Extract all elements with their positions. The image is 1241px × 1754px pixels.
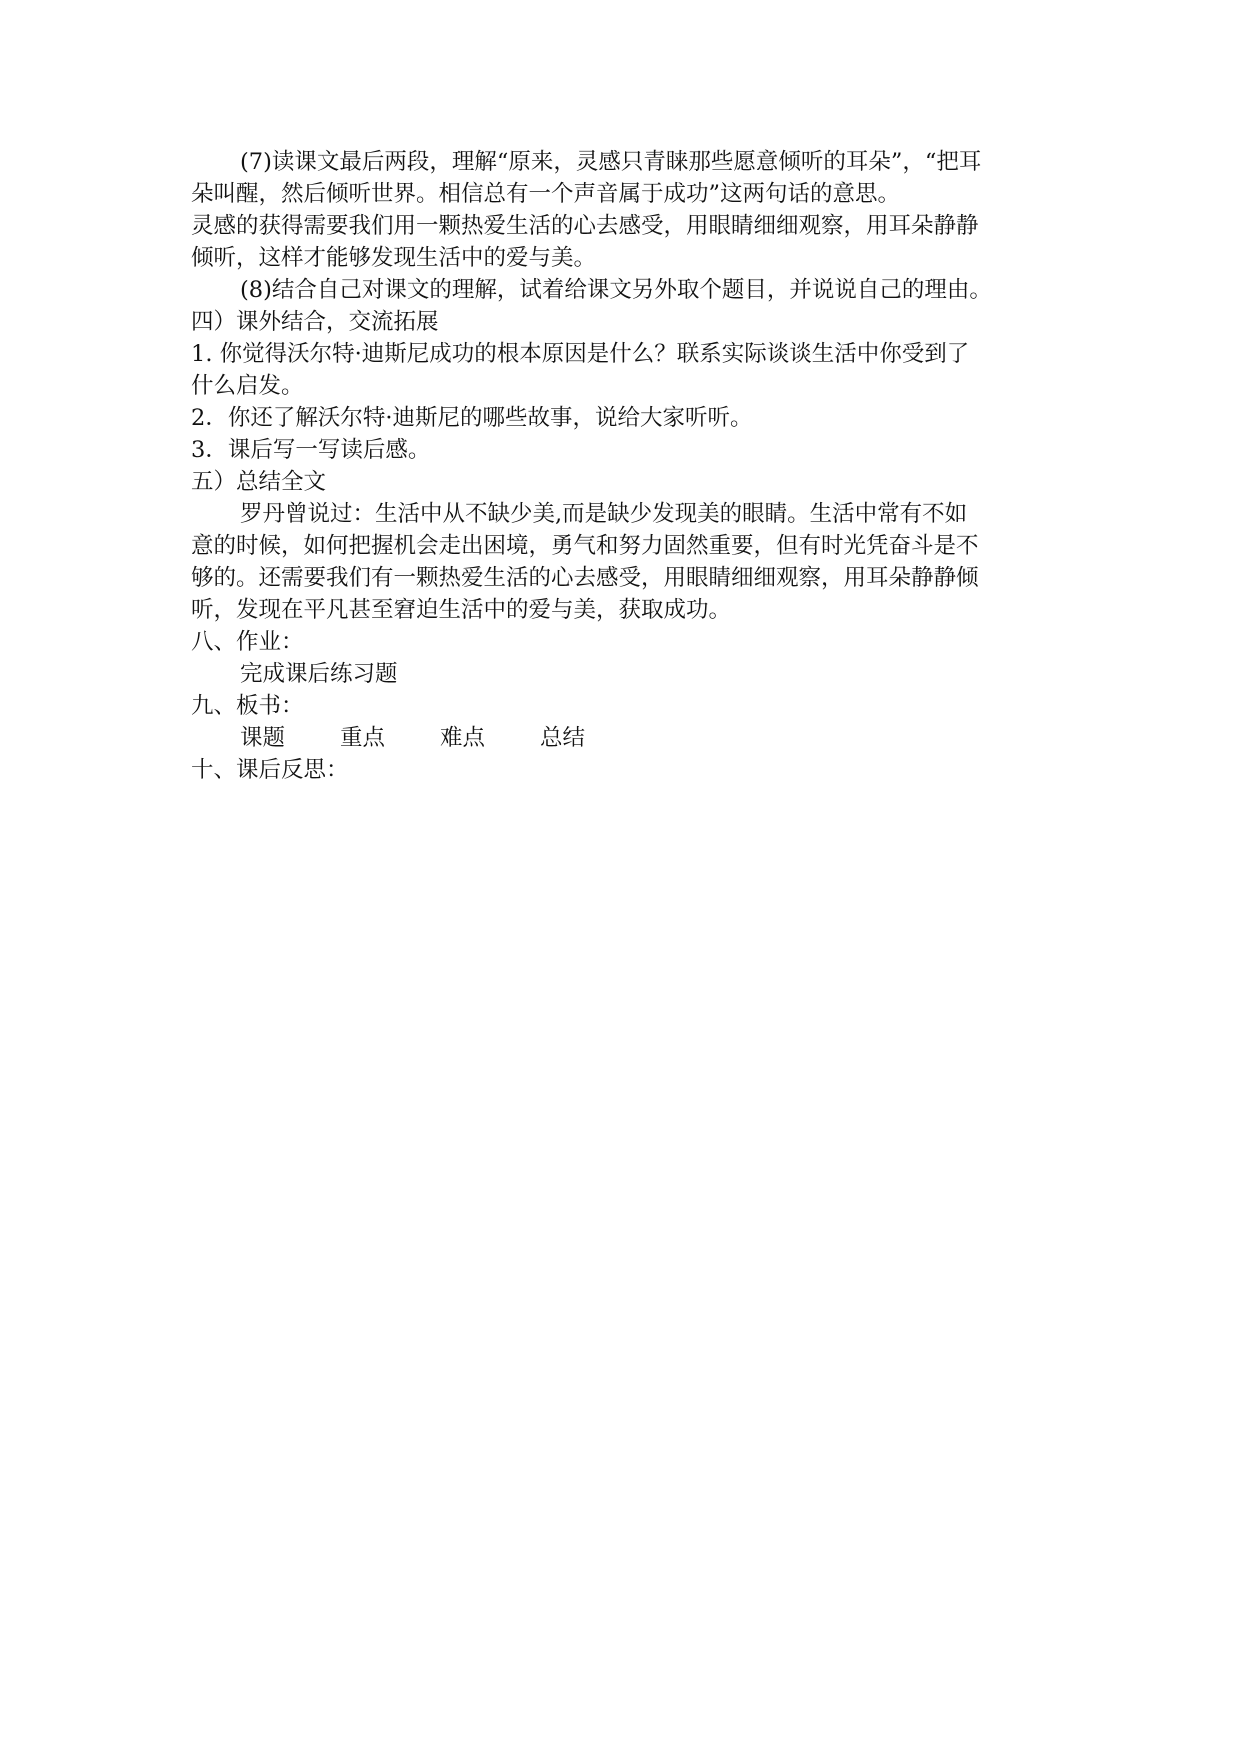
- paragraph-7-line-3: 灵感的获得需要我们用一颗热爱生活的心去感受，用眼睛细细观察，用耳朵静静: [191, 213, 979, 239]
- blackboard-heading: 九、板书：: [191, 693, 304, 719]
- board-item-summary: 总结: [540, 725, 586, 751]
- question-2: 2．你还了解沃尔特·迪斯尼的哪些故事，说给大家听听。: [191, 405, 753, 431]
- section-4-heading: 四）课外结合，交流拓展: [191, 309, 439, 335]
- question-1-line-1: 1. 你觉得沃尔特·迪斯尼成功的根本原因是什么？联系实际谈谈生活中你受到了: [191, 341, 970, 367]
- paragraph-8: (8)结合自己对课文的理解，试着给课文另外取个题目，并说说自己的理由。: [240, 277, 992, 303]
- board-item-topic: 课题: [240, 725, 286, 751]
- question-3: 3．课后写一写读后感。: [191, 437, 431, 463]
- summary-line-4: 听，发现在平凡甚至窘迫生活中的爱与美，获取成功。: [191, 597, 732, 623]
- blackboard-items: [191, 722, 1061, 754]
- summary-line-1: 罗丹曾说过：生活中从不缺少美,而是缺少发现美的眼睛。生活中常有不如: [240, 501, 968, 527]
- question-1-line-2: 什么启发。: [191, 373, 304, 399]
- paragraph-7-line-1: (7)读课文最后两段，理解“原来，灵感只青睐那些愿意倾听的耳朵”，“把耳: [240, 149, 982, 175]
- paragraph-7-line-2: 朵叫醒，然后倾听世界。相信总有一个声音属于成功”这两句话的意思。: [191, 181, 901, 207]
- summary-line-3: 够的。还需要我们有一颗热爱生活的心去感受，用眼睛细细观察，用耳朵静静倾: [191, 565, 979, 591]
- reflection-heading: 十、课后反思：: [191, 757, 349, 783]
- homework-heading: 八、作业：: [191, 629, 304, 655]
- board-item-key-points: 重点: [340, 725, 386, 751]
- document-page: [191, 146, 1061, 786]
- paragraph-7-line-4: 倾听，这样才能够发现生活中的爱与美。: [191, 245, 597, 271]
- board-item-difficulties: 难点: [440, 725, 486, 751]
- summary-line-2: 意的时候，如何把握机会走出困境，勇气和努力固然重要，但有时光凭奋斗是不: [191, 533, 979, 559]
- section-5-heading: 五）总结全文: [191, 469, 327, 495]
- homework-text: 完成课后练习题: [240, 661, 398, 687]
